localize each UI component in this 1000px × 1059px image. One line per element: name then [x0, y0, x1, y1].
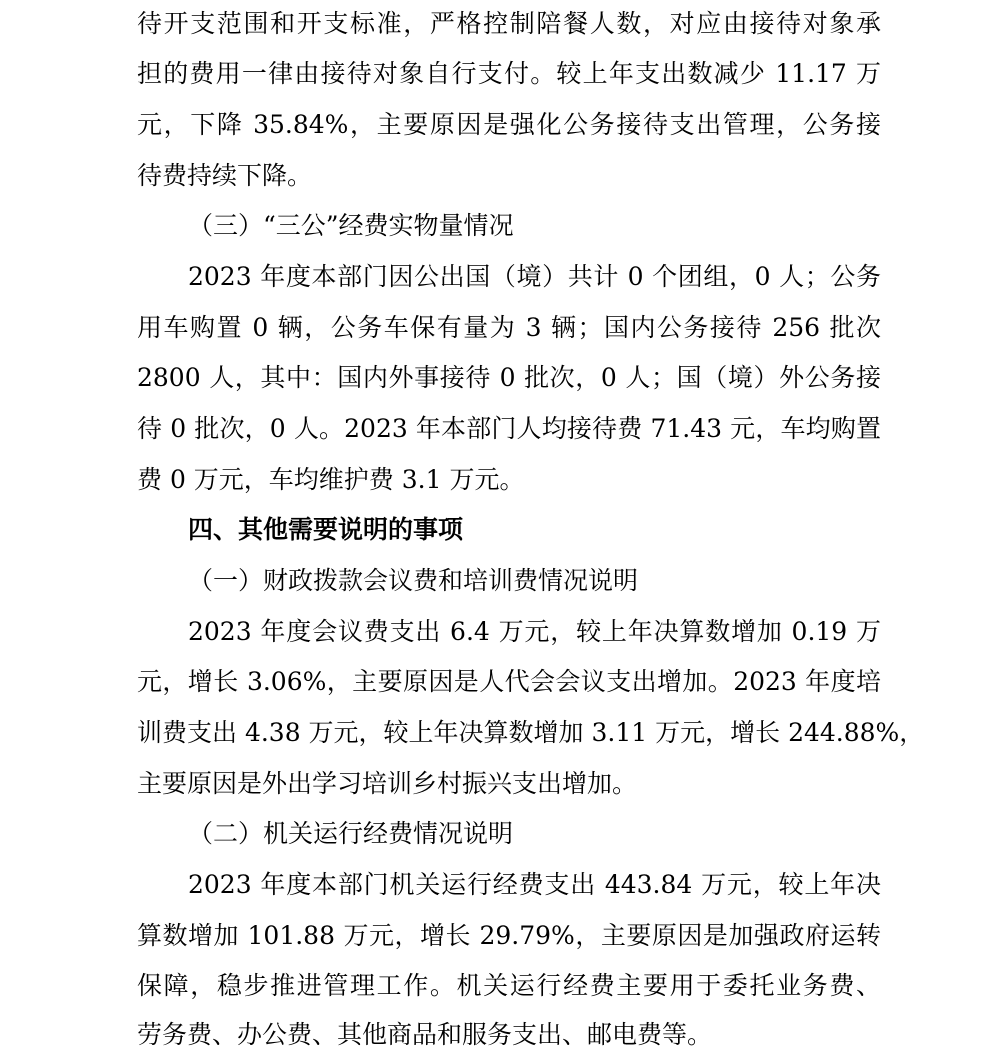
paragraph-line: 元，下降 35.84%，主要原因是强化公务接待支出管理，公务接 [137, 110, 881, 139]
paragraph-line: 训费支出 4.38 万元，较上年决算数增加 3.11 万元，增长 244.88%， [137, 718, 925, 747]
paragraph-line: 2023 年度本部门机关运行经费支出 443.84 万元，较上年决 [188, 870, 881, 899]
paragraph-line: 待费持续下降。 [137, 161, 313, 190]
paragraph-line: 元，增长 3.06%，主要原因是人代会会议支出增加。2023 年度培 [137, 667, 881, 696]
paragraph-line: 用车购置 0 辆，公务车保有量为 3 辆；国内公务接待 256 批次 [137, 313, 881, 342]
paragraph-line: 劳务费、办公费、其他商品和服务支出、邮电费等。 [137, 1020, 713, 1049]
paragraph-line: 费 0 万元，车均维护费 3.1 万元。 [137, 465, 525, 494]
paragraph-line: 担的费用一律由接待对象自行支付。较上年支出数减少 11.17 万 [137, 59, 881, 88]
paragraph-line: 待开支范围和开支标准，严格控制陪餐人数，对应由接待对象承 [137, 9, 881, 38]
paragraph-line: 主要原因是外出学习培训乡村振兴支出增加。 [137, 769, 638, 798]
subsection-heading: （三）“三公”经费实物量情况 [188, 211, 514, 240]
paragraph-line: 2023 年度会议费支出 6.4 万元，较上年决算数增加 0.19 万 [188, 617, 881, 646]
paragraph-line: 2800 人，其中：国内外事接待 0 批次，0 人；国（境）外公务接 [137, 363, 881, 392]
subsection-heading: （一）财政拨款会议费和培训费情况说明 [188, 566, 639, 595]
paragraph-line: 待 0 批次，0 人。2023 年本部门人均接待费 71.43 元，车均购置 [137, 414, 881, 443]
section-heading: 四、其他需要说明的事项 [188, 515, 464, 544]
paragraph-line: 保障，稳步推进管理工作。机关运行经费主要用于委托业务费、 [137, 971, 881, 1000]
paragraph-line: 2023 年度本部门因公出国（境）共计 0 个团组，0 人；公务 [188, 262, 881, 291]
subsection-heading: （二）机关运行经费情况说明 [188, 819, 514, 848]
paragraph-line: 算数增加 101.88 万元，增长 29.79%，主要原因是加强政府运转 [137, 921, 881, 950]
